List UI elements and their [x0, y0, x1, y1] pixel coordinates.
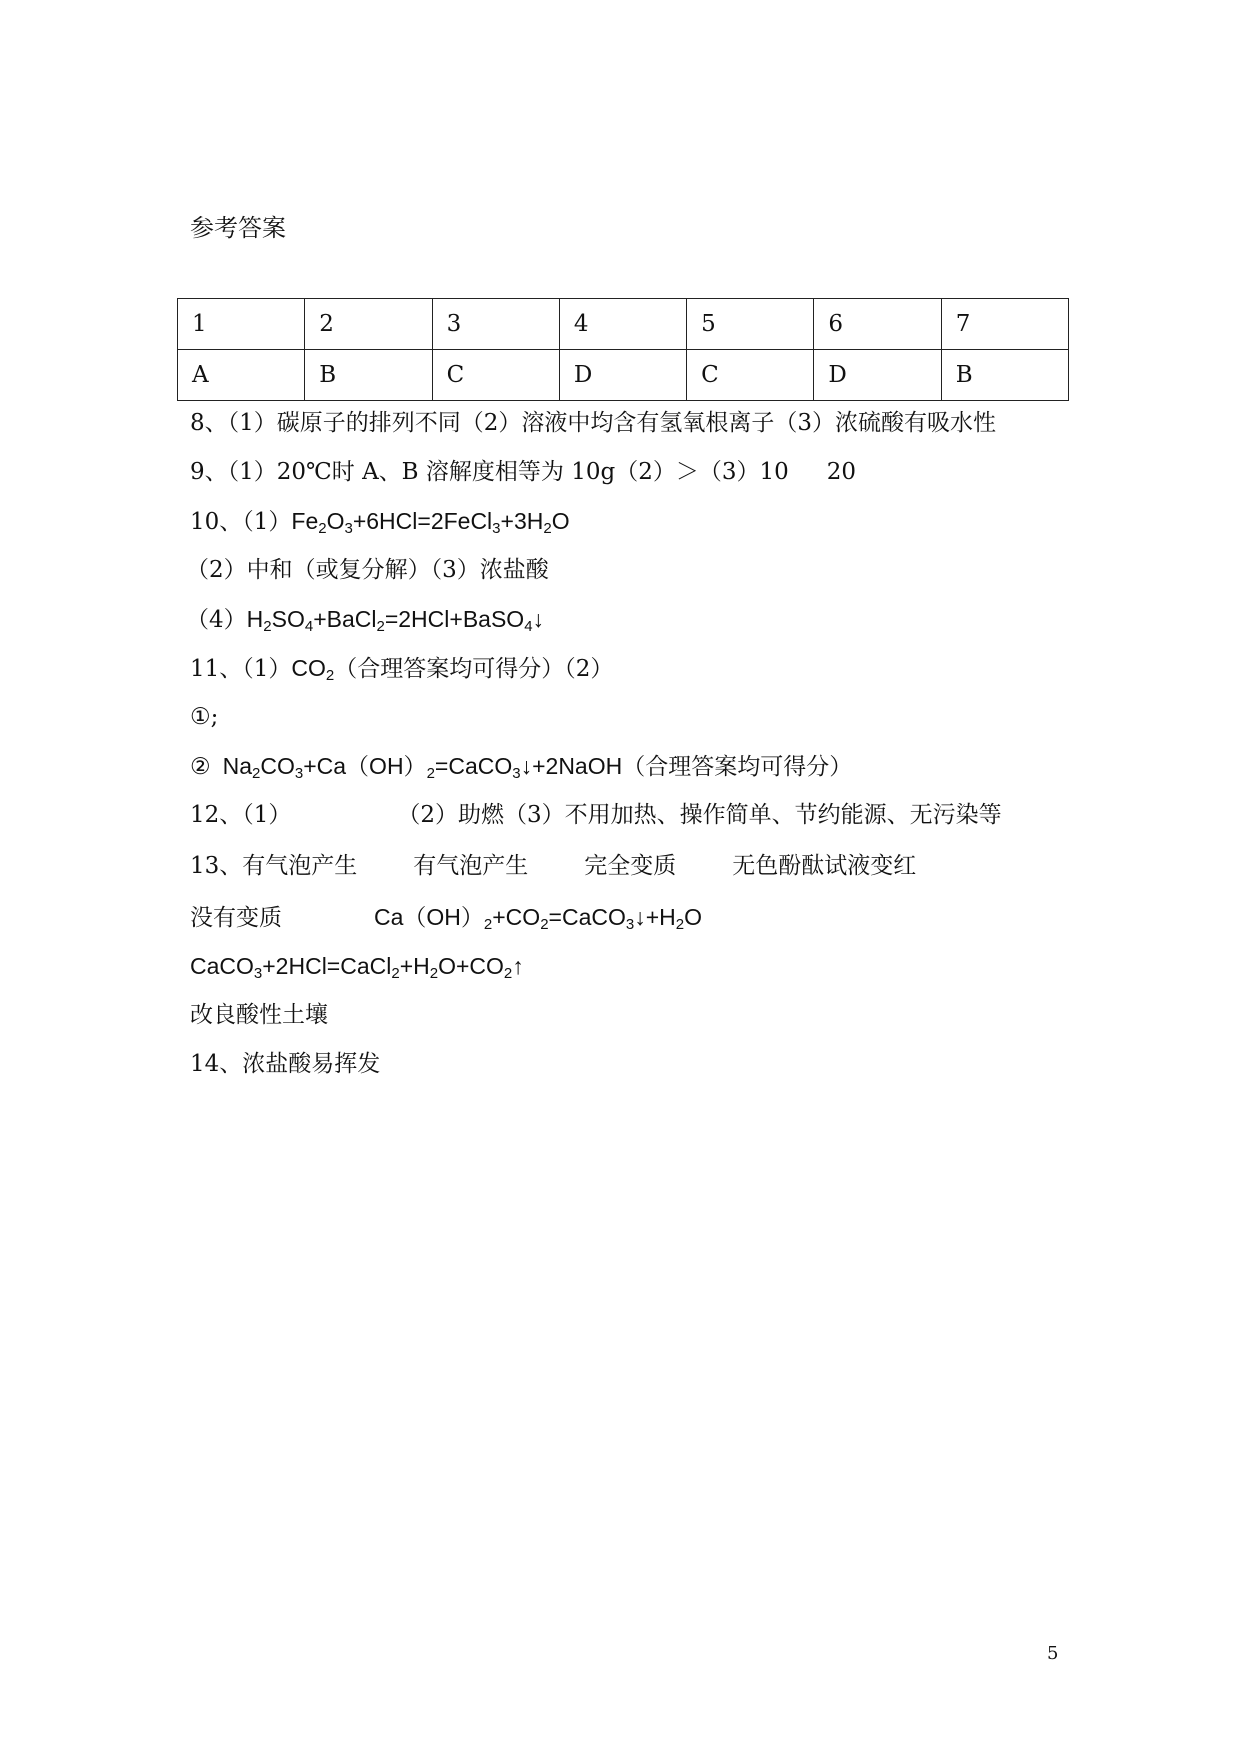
equation-na2co3: $Na_2CO_3+Ca(OH)_2=CaCO_3↓+2NaOH$: [222, 753, 623, 782]
answer-q13-b: 有气泡产生: [413, 853, 529, 879]
answer-q11-prefix: 11、（1）: [190, 656, 292, 682]
table-cell: A: [178, 350, 305, 401]
answer-q10-4: [186, 606, 545, 635]
table-cell: 3: [432, 299, 559, 350]
page-number: 5: [1047, 1643, 1059, 1664]
answer-q12-part1: 12、（1）: [190, 802, 292, 828]
answer-q12-part2: （2）助燃（3）不用加热、操作简单、节约能源、无污染等: [397, 802, 1002, 828]
table-cell: C: [687, 350, 814, 401]
answer-q13-e: 没有变质: [190, 905, 282, 931]
table-cell: 1: [178, 299, 305, 350]
answer-q11-circle2: [190, 753, 853, 782]
table-cell: 2: [305, 299, 432, 350]
answer-q13-d: 无色酚酞试液变红: [732, 853, 917, 879]
answer-q13-a: 13、有气泡产生: [190, 853, 358, 879]
answer-q11: [190, 655, 614, 684]
table-cell: 4: [559, 299, 686, 350]
answer-q13-row2: [190, 904, 702, 933]
equation-caco3-hcl: $CaCO_3+2HCl=CaCl_2+H_2O+CO_2↑$: [190, 953, 524, 982]
equation-caoh2-co2: $Ca(OH)_2+CO_2=CaCO_3↓+H_2O$: [374, 904, 702, 933]
equation-h2so4: $H_2SO_4+BaCl_2=2HCl+BaSO_4↓$: [246, 606, 545, 635]
answer-q11-rest: （合理答案均可得分）（2）: [334, 656, 614, 682]
table-cell: 5: [687, 299, 814, 350]
table-cell: D: [814, 350, 941, 401]
answer-q13-c: 完全变质: [584, 853, 677, 879]
answer-q11-circle1: ①;: [190, 704, 219, 730]
answer-q11-note: （合理答案均可得分）: [622, 754, 853, 780]
answer-q10-4-prefix: （4）: [186, 607, 247, 633]
table-row-answers: [178, 350, 1069, 401]
table-cell: C: [432, 350, 559, 401]
circle-two-label: ②: [190, 754, 211, 780]
answer-q8: 8、（1）碳原子的排列不同（2）溶液中均含有氢氧根离子（3）浓硫酸有吸水性: [190, 410, 997, 436]
formula-co2: $CO_2$: [291, 655, 335, 684]
answer-q9-second: 20: [826, 459, 857, 485]
equation-fe2o3: $Fe_2O_3+6HCl=2FeCl_3+3H_2O$: [291, 508, 570, 537]
answer-q12: [190, 804, 1002, 827]
answer-q10-1: [190, 508, 570, 537]
table-cell: D: [559, 350, 686, 401]
answer-q10-2: （2）中和（或复分解）（3）浓盐酸: [186, 557, 549, 583]
answer-q13-row1: [190, 855, 916, 878]
answer-q9-main: 9、（1）20℃时 A、B 溶解度相等为 10g（2）＞（3）10: [190, 459, 789, 485]
answer-q10-prefix: 10、（1）: [190, 509, 292, 535]
table-cell: B: [305, 350, 432, 401]
answer-table: [177, 298, 1069, 401]
answer-q14: 14、浓盐酸易挥发: [190, 1051, 381, 1077]
table-cell: B: [941, 350, 1068, 401]
answer-q9: [190, 461, 856, 484]
answer-q13-use: 改良酸性土壤: [190, 1002, 328, 1028]
table-cell: 6: [814, 299, 941, 350]
table-cell: 7: [941, 299, 1068, 350]
page-title: 参考答案: [190, 214, 286, 242]
table-row-numbers: [178, 299, 1069, 350]
